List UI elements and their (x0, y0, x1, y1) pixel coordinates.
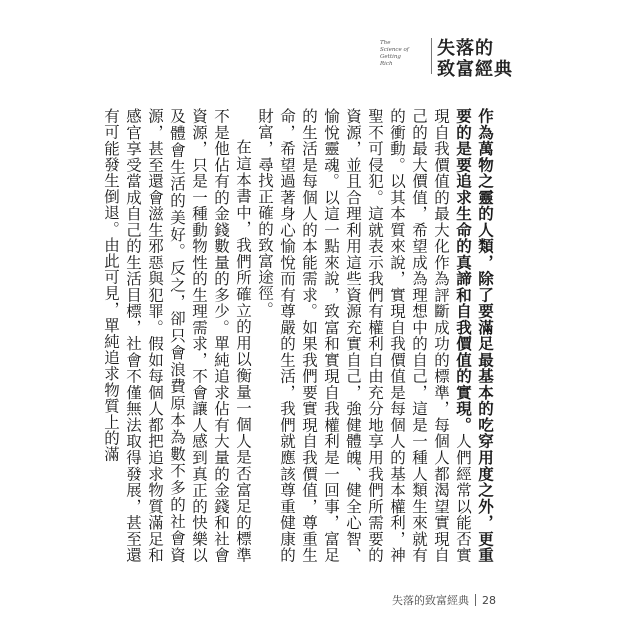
header-divider (431, 38, 432, 74)
header-english-line: Rich (380, 61, 393, 67)
header-english-line: The (380, 40, 391, 46)
body-text (102, 108, 496, 563)
header-title-line2: 致富經典 (437, 59, 513, 80)
paragraph-1-bold-lead: 作為萬物之靈的人類，除了要滿足最基本的吃穿用度之外，更重要的是要追求生命的真諦和自我價值的實現。 (454, 108, 494, 563)
paragraph-1 (254, 108, 496, 563)
header-english-line: Science of (380, 47, 409, 53)
footer-divider (475, 594, 476, 606)
page-number: 28 (482, 593, 496, 607)
header-title (437, 38, 517, 80)
paragraph-2: 在這本書中，我們所確立的用以衡量一個人是否富足的標準不是他佔有的金錢數量的多少。單純追求佔有大量的金錢和社會資源，只是一種動物性的生理需求，不會讓人感到真正的快樂以及體會生活的美好。反之，卻只會浪費原本為數不多的社會資源，甚至還會滋生邪惡與犯罪。假如每個人都把追求物質滿足和感官享受當成自己的生活目標，社會不僅無法取得發展，甚至還有可能發生倒退。由此可見，單純追求物質上的滿 (102, 108, 252, 563)
header-english-subtitle (380, 40, 420, 68)
header-title-line1: 失落的 (437, 38, 494, 59)
footer-book-title: 失落的致富經典 (392, 594, 469, 607)
page-footer (392, 592, 496, 608)
header-english-line: Getting (380, 54, 401, 60)
paragraph-1-body: 人們經常以能否實現自我價值的最大化作為評斷成功的標準，每個人都渴望實現自己的最大價值，希望成為理想中的自己，這是一種人類生來就有的衝動。以其本質來說，實現自我價值是每個人的基本權利，神聖不可侵犯。這就表示我們有權利自由充分地享用我們所需要的資源，並且合理利用這些資源充實自己，強健體魄、健全心智、愉悅靈魂。以這一點來說，致富和實現自我權利是一回事，富足的生活是每個人的本能需求。如果我們要實現自我價值，尊重生命，希望過著身心愉悅而有尊嚴的生活，我們就應該尊重健康的財富，尋找正確的致富途徑。 (256, 108, 472, 563)
